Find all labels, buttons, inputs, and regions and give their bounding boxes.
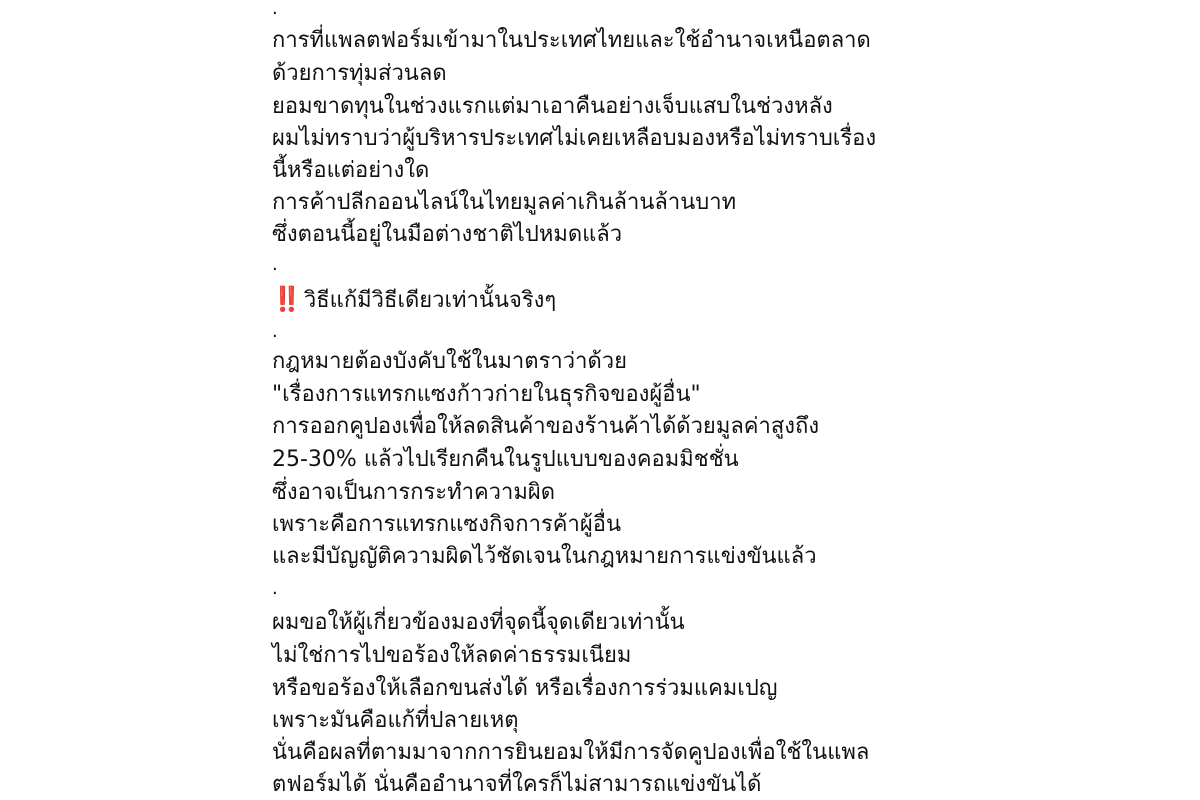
- separator-dot: .: [272, 321, 278, 342]
- separator-dot: .: [272, 254, 278, 275]
- post-line: เพราะมันคือแก้ที่ปลายเหตุ: [272, 708, 519, 733]
- separator-dot: .: [272, 578, 278, 599]
- separator-dot: .: [272, 0, 278, 19]
- post-line: ไม่ใช่การไปขอร้องให้ลดค่าธรรมเนียม: [272, 643, 632, 668]
- post-line: การค้าปลีกออนไลน์ในไทยมูลค่าเกินล้านล้านบาท: [272, 190, 737, 215]
- post-line: หรือขอร้องให้เลือกขนส่งได้ หรือเรื่องการร่วมแคมเปญ: [272, 676, 778, 701]
- post-line: การที่แพลตฟอร์มเข้ามาในประเทศไทยและใช้อำนาจเหนือตลาด: [272, 28, 871, 53]
- post-line: ซึ่งตอนนี้อยู่ในมือต่างชาติไปหมดแล้ว: [272, 222, 623, 247]
- post-line: และมีบัญญัติความผิดไว้ชัดเจนในกฎหมายการแข่งขันแล้ว: [272, 544, 817, 569]
- post-line: เพราะคือการแทรกแซงกิจการค้าผู้อื่น: [272, 512, 622, 537]
- post-line: ซึ่งอาจเป็นการกระทำความผิด: [272, 480, 556, 505]
- post-line: กฎหมายต้องบังคับใช้ในมาตราว่าด้วย: [272, 349, 627, 374]
- post-line: นั่นคือผลที่ตามมาจากการยินยอมให้มีการจัดคูปองเพื่อใช้ในแพล: [272, 740, 870, 765]
- post-line: นี้หรือแต่อย่างใด: [272, 158, 430, 183]
- post-line: ด้วยการทุ่มส่วนลด: [272, 61, 447, 86]
- post-line: ยอมขาดทุนในช่วงแรกแต่มาเอาคืนอย่างเจ็บแสบในช่วงหลัง: [272, 94, 833, 119]
- post-line: การออกคูปองเพื่อให้ลดสินค้าของร้านค้าได้ด้วยมูลค่าสูงถึง: [272, 414, 820, 439]
- double-exclamation-icon: ‼️: [272, 285, 300, 313]
- post-line: ผมขอให้ผู้เกี่ยวข้องมองที่จุดนี้จุดเดียวเท่านั้น: [272, 610, 685, 635]
- post-line: ตฟอร์มได้ นั่นคืออำนาจที่ใครก็ไม่สามารถแข่งขันได้: [272, 772, 762, 797]
- post-line: ผมไม่ทราบว่าผู้บริหารประเทศไม่เคยเหลือบมองหรือไม่ทราบเรื่อง: [272, 126, 877, 151]
- post-line: วิธีแก้มีวิธีเดียวเท่านั้นจริงๆ: [303, 288, 557, 313]
- post-line-highlight: [272, 287, 556, 312]
- post-line: 25-30% แล้วไปเรียกคืนในรูปแบบของคอมมิชชั่น: [272, 447, 739, 472]
- post-line: "เรื่องการแทรกแซงก้าวก่ายในธุรกิจของผู้อื่น": [272, 382, 701, 407]
